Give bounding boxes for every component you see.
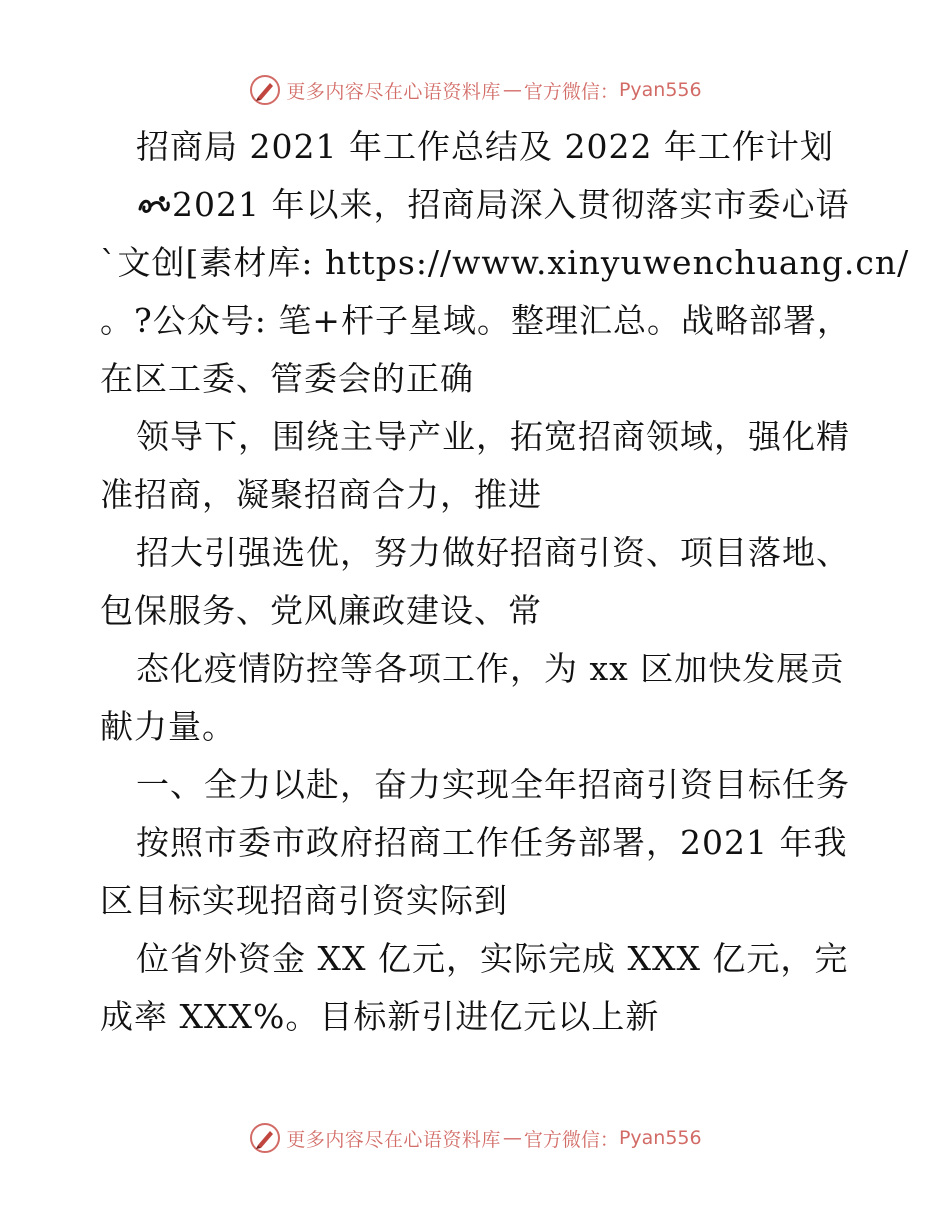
banner-wechat-handle: Pyan556 xyxy=(618,79,702,101)
banner-dash: — xyxy=(502,79,522,101)
section-heading: 一、全力以赴，奋力实现全年招商引资目标任务 xyxy=(136,765,850,804)
paragraph-line: 招大引强选优，努力做好招商引资、项目落地、 xyxy=(136,533,850,572)
paragraph-line: 区目标实现招商引资实际到 xyxy=(100,881,508,920)
flourish-glyph-icon xyxy=(136,191,172,219)
paragraph-line: 在区工委、管委会的正确 xyxy=(100,359,474,398)
banner-wechat-label: 官方微信： xyxy=(523,1128,619,1151)
document-body xyxy=(100,118,910,1046)
banner-wechat-handle: Pyan556 xyxy=(618,1127,702,1149)
document-title: 招商局 2021 年工作总结及 2022 年工作计划 xyxy=(136,127,834,166)
paragraph-line-text: 2021 年以来，招商局深入贯彻落实市委心语 xyxy=(172,185,850,224)
paragraph-line: 包保服务、党风廉政建设、常 xyxy=(100,591,542,630)
footer-watermark-banner xyxy=(0,1118,950,1158)
paragraph-line: 态化疫情防控等各项工作，为 xx 区加快发展贡 xyxy=(136,649,845,688)
header-watermark-banner xyxy=(0,70,950,110)
pen-nib-logo-icon xyxy=(248,73,282,107)
paragraph-line: 领导下，围绕主导产业，拓宽招商领域，强化精 xyxy=(136,417,850,456)
paragraph-line: 。?公众号: 笔+杆子星域。整理汇总。战略部署， xyxy=(100,301,851,340)
paragraph-line: 位省外资金 XX 亿元，实际完成 XXX 亿元，完 xyxy=(136,939,849,978)
paragraph-line: 按照市委市政府招商工作任务部署，2021 年我 xyxy=(136,823,848,862)
banner-dash: — xyxy=(502,1127,522,1149)
paragraph-line: 献力量。 xyxy=(100,707,236,746)
banner-brand-text: 更多内容尽在心语资料库 xyxy=(286,80,501,103)
paragraph-line xyxy=(100,176,860,234)
paragraph-line: `文创[素材库: https://www.xinyuwenchuang.cn/ xyxy=(100,243,910,282)
paragraph-line: 成率 XXX%。目标新引进亿元以上新 xyxy=(100,997,660,1036)
banner-brand-text: 更多内容尽在心语资料库 xyxy=(286,1128,501,1151)
banner-wechat-label: 官方微信： xyxy=(523,80,619,103)
paragraph-line: 准招商，凝聚招商合力，推进 xyxy=(100,475,542,514)
pen-nib-logo-icon xyxy=(248,1121,282,1155)
